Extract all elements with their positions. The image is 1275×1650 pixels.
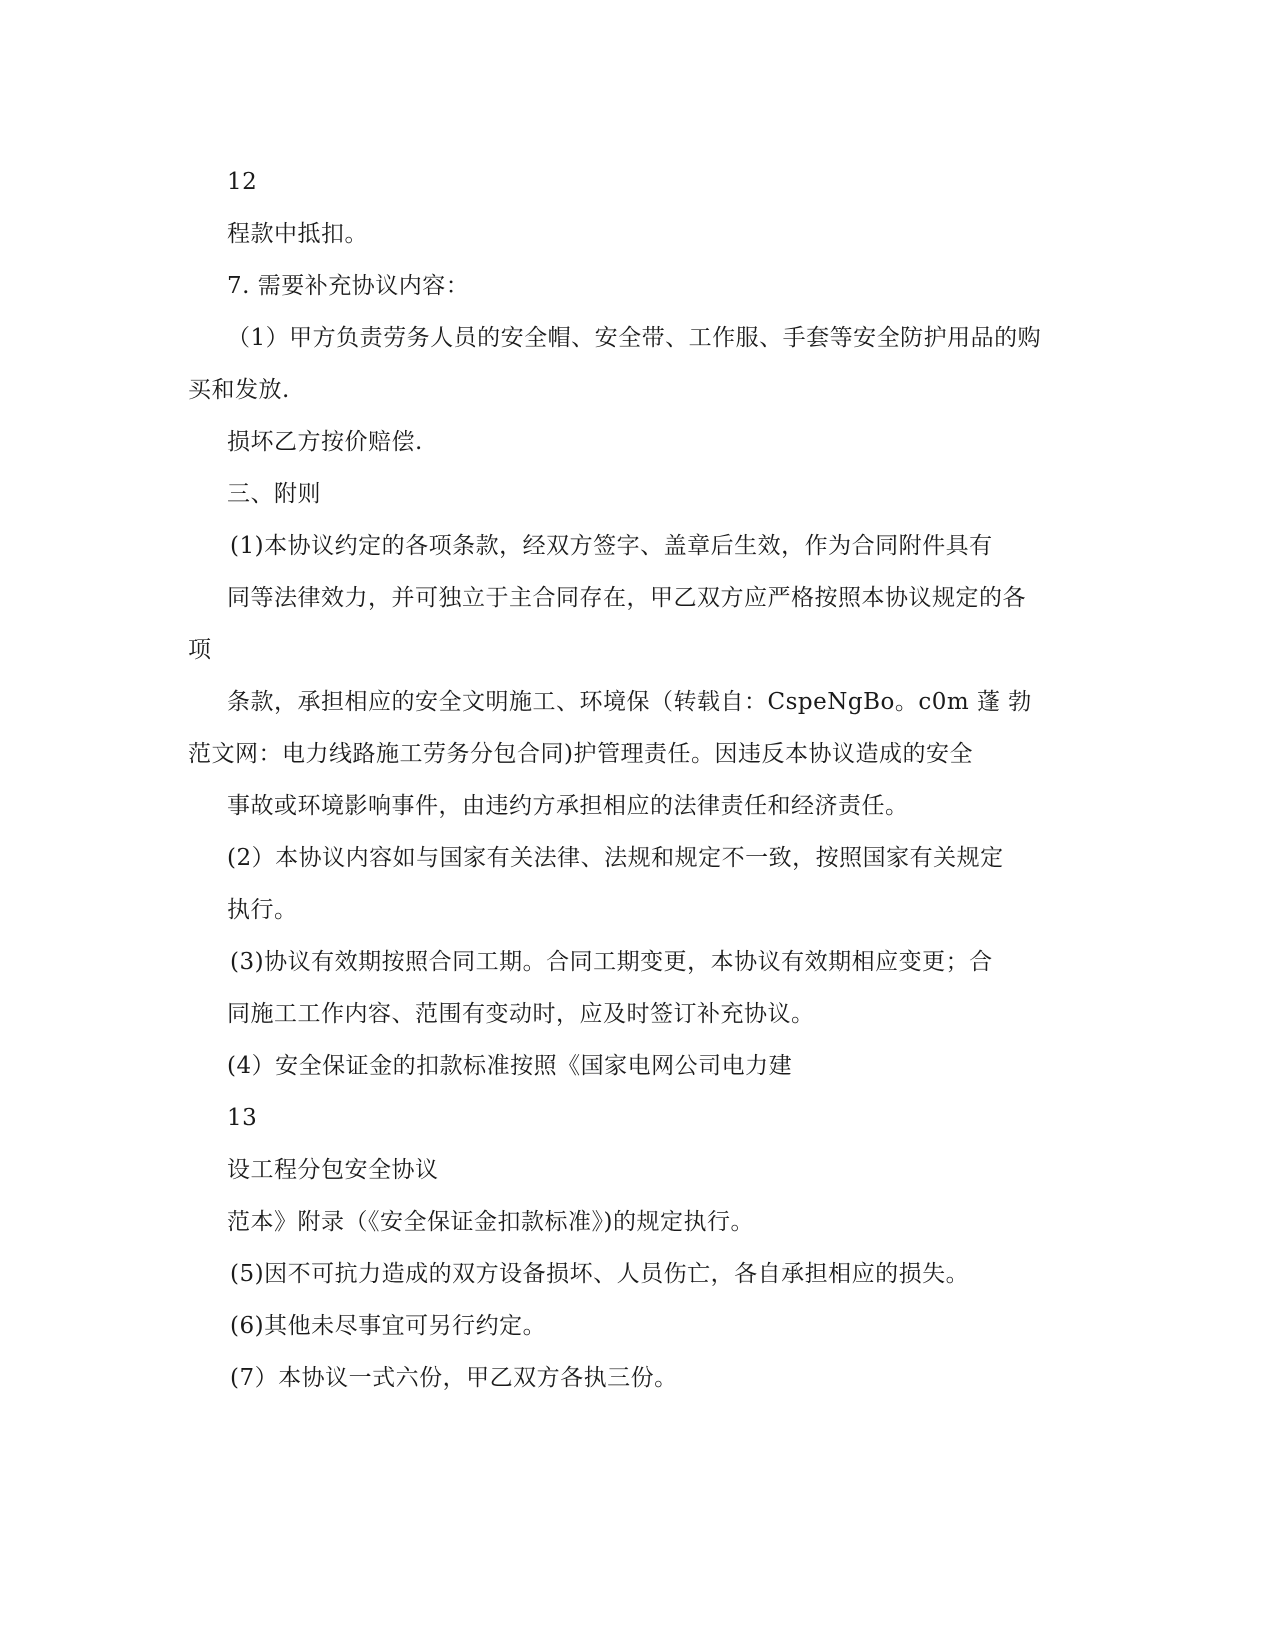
paragraph-line: 事故或环境影响事件，由违约方承担相应的法律责任和经济责任。 — [227, 793, 909, 819]
paragraph-line: (3)协议有效期按照合同工期。合同工期变更，本协议有效期相应变更；合 — [230, 949, 993, 975]
paragraph-line: 损坏乙方按价赔偿. — [227, 429, 423, 455]
paragraph-line: 买和发放. — [188, 377, 290, 403]
paragraph-line: 同等法律效力，并可独立于主合同存在，甲乙双方应严格按照本协议规定的各 — [227, 585, 1026, 611]
paragraph-line: 项 — [188, 637, 212, 663]
paragraph-line: (7）本协议一式六份，甲乙双方各执三份。 — [230, 1365, 678, 1391]
page-number: 12 — [227, 169, 258, 195]
paragraph-line: 执行。 — [227, 897, 298, 923]
section-heading: 7. 需要补充协议内容： — [227, 273, 470, 299]
paragraph-line: 范文网：电力线路施工劳务分包合同)护管理责任。因违反本协议造成的安全 — [188, 741, 973, 767]
paragraph-line: 范本》附录（《安全保证金扣款标准》)的规定执行。 — [227, 1209, 754, 1235]
paragraph-line: (1)本协议约定的各项条款，经双方签字、盖章后生效，作为合同附件具有 — [230, 533, 993, 559]
paragraph-line: （1）甲方负责劳务人员的安全帽、安全带、工作服、手套等安全防护用品的购 — [227, 325, 1042, 351]
page-number: 13 — [227, 1105, 258, 1131]
paragraph-line: 设工程分包安全协议 — [227, 1157, 439, 1183]
paragraph-line: (6)其他未尽事宜可另行约定。 — [230, 1313, 547, 1339]
paragraph-line: 条款，承担相应的安全文明施工、环境保（转载自：CspeNgBo。c0m 蓬 勃 — [227, 689, 1032, 715]
paragraph-line: 程款中抵扣。 — [227, 221, 368, 247]
section-heading: 三、附则 — [227, 481, 321, 507]
paragraph-line: (2）本协议内容如与国家有关法律、法规和规定不一致，按照国家有关规定 — [227, 845, 1004, 871]
paragraph-line: (4）安全保证金的扣款标准按照《国家电网公司电力建 — [227, 1053, 793, 1079]
paragraph-line: 同施工工作内容、范围有变动时，应及时签订补充协议。 — [227, 1001, 815, 1027]
paragraph-line: (5)因不可抗力造成的双方设备损坏、人员伤亡，各自承担相应的损失。 — [230, 1261, 970, 1287]
